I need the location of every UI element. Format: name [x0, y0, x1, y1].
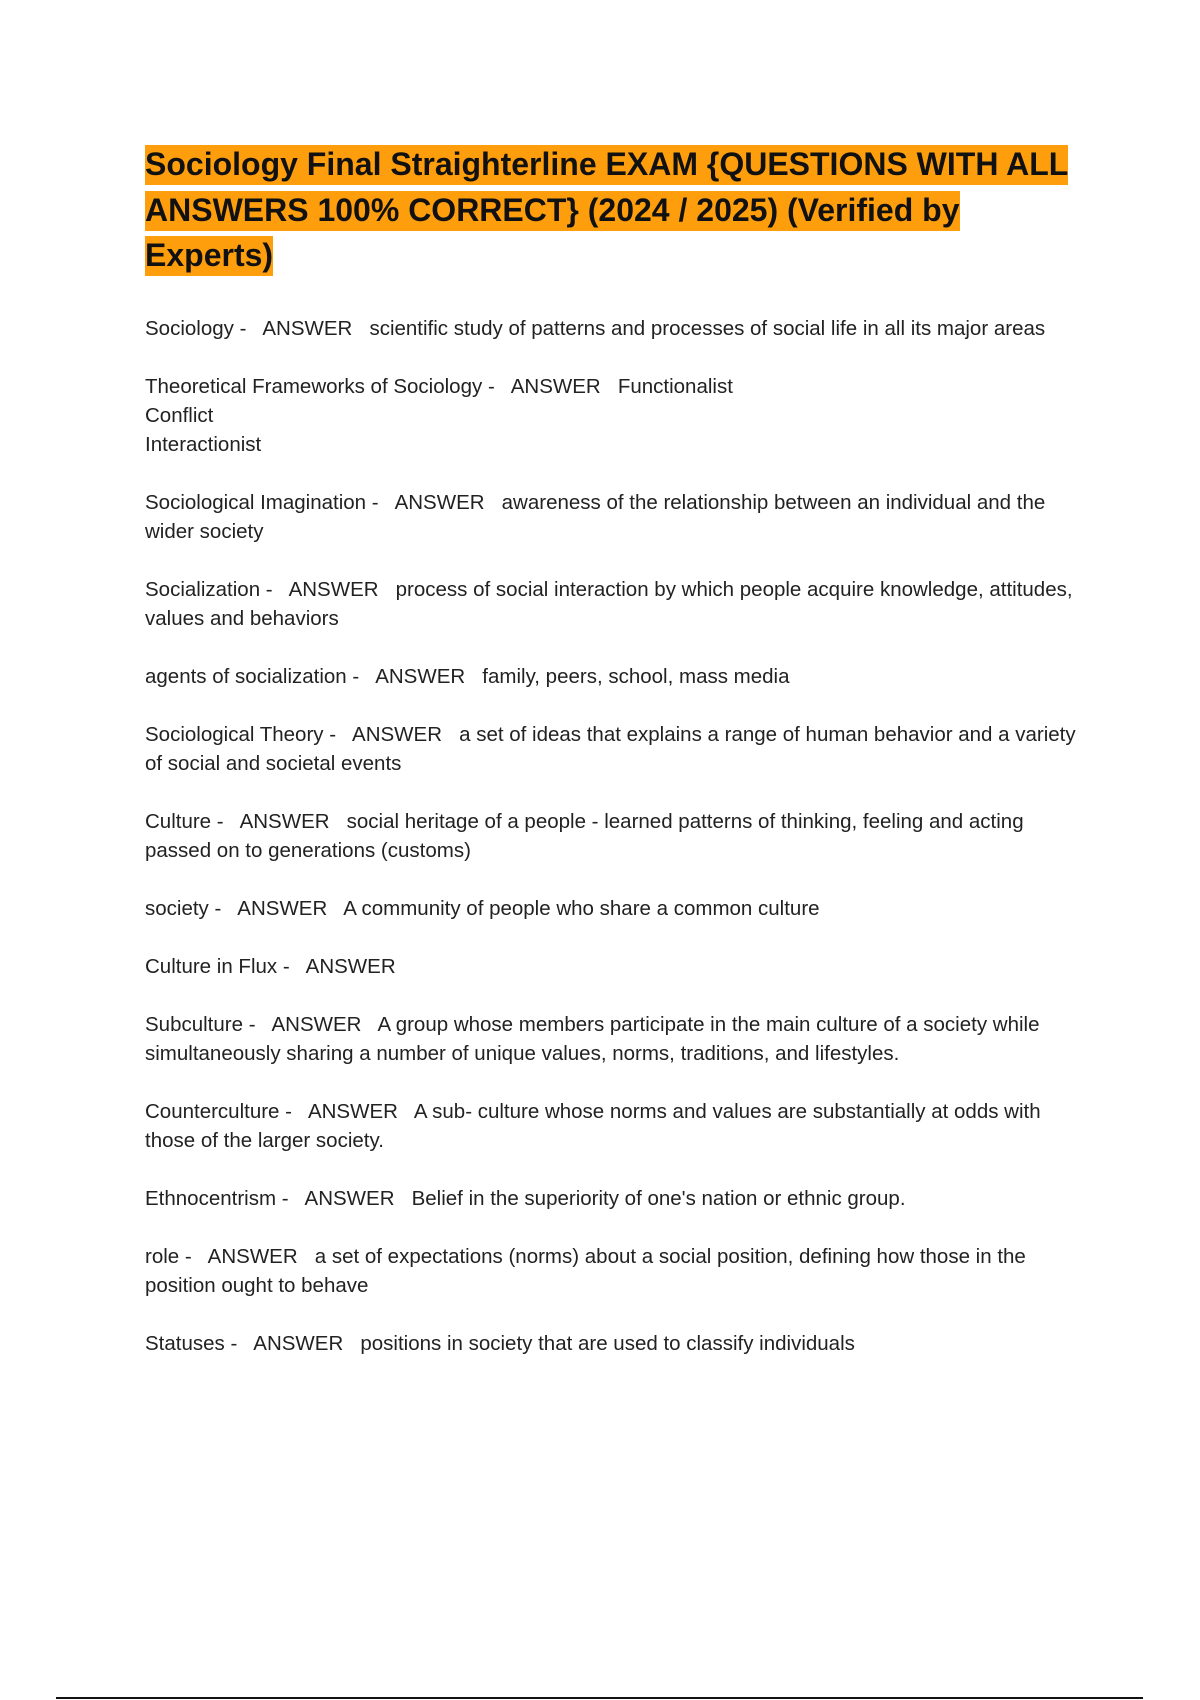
qa-list	[145, 314, 1090, 1387]
entry-term: Culture	[145, 810, 212, 833]
qa-entry: Ethnocentrism - ANSWER Belief in the superiority of one's nation or ethnic group.	[145, 1187, 906, 1210]
entry-term: Sociology	[145, 317, 234, 340]
entry-term: Counterculture	[145, 1100, 280, 1123]
qa-entry: Socialization - ANSWER process of social interaction by which people acquire knowledge, attitudes, values and behaviors	[145, 578, 1073, 630]
entry-term: Subculture	[145, 1013, 244, 1036]
entry-term: Ethnocentrism	[145, 1187, 277, 1210]
answer-label: ANSWER	[239, 810, 330, 833]
answer-label: ANSWER	[304, 1187, 395, 1210]
entry-answer: a set of ideas that explains a range of human behavior and a variety of social and societal events	[145, 723, 1076, 775]
answer-label: ANSWER	[288, 578, 379, 601]
qa-entry: agents of socialization - ANSWER family, peers, school, mass media	[145, 665, 790, 688]
title-highlight: Sociology Final Straighterline EXAM {QUESTIONS WITH ALL ANSWERS 100% CORRECT} (2024 / 2025) (Verified by Experts)	[145, 145, 1068, 276]
qa-entry: Sociology - ANSWER scientific study of patterns and processes of social life in all its major areas	[145, 317, 1046, 340]
qa-entry: Counterculture - ANSWER A sub- culture whose norms and values are substantially at odds with those of the larger society.	[145, 1100, 1041, 1152]
answer-label: ANSWER	[305, 955, 396, 978]
answer-label: ANSWER	[253, 1332, 344, 1355]
answer-label: ANSWER	[394, 491, 485, 514]
entry-term: Socialization	[145, 578, 261, 601]
qa-entry: Subculture - ANSWER A group whose members participate in the main culture of a society while simultaneously sharing a number of unique values, norms, traditions, and lifestyles.	[145, 1013, 1040, 1065]
entry-term: Sociological Imagination	[145, 491, 367, 514]
qa-entry: Statuses - ANSWER positions in society that are used to classify individuals	[145, 1332, 855, 1355]
entry-term: Sociological Theory	[145, 723, 324, 746]
answer-label: ANSWER	[207, 1245, 298, 1268]
qa-entry: role - ANSWER a set of expectations (norms) about a social position, defining how those in the position ought to behave	[145, 1245, 1026, 1297]
entry-term: agents of socialization	[145, 665, 347, 688]
entry-term: role	[145, 1245, 180, 1268]
entry-term: Theoretical Frameworks of Sociology	[145, 375, 483, 398]
entry-answer: Functionalist Conflict Interactionist	[145, 375, 733, 456]
answer-label: ANSWER	[262, 317, 353, 340]
document-title	[145, 142, 1075, 279]
entry-answer: awareness of the relationship between an individual and the wider society	[145, 491, 1046, 543]
entry-answer: Belief in the superiority of one's nation or ethnic group.	[411, 1187, 906, 1210]
entry-answer: A group whose members participate in the main culture of a society while simultaneously sharing a number of unique values, norms, traditions, and lifestyles.	[145, 1013, 1040, 1065]
entry-answer: A sub- culture whose norms and values are substantially at odds with those of the larger society.	[145, 1100, 1041, 1152]
answer-label: ANSWER	[271, 1013, 362, 1036]
entry-answer: family, peers, school, mass media	[482, 665, 790, 688]
answer-label: ANSWER	[510, 375, 601, 398]
entry-term: society	[145, 897, 209, 920]
entry-term: Statuses	[145, 1332, 225, 1355]
qa-entry: Culture in Flux - ANSWER	[145, 955, 396, 978]
answer-label: ANSWER	[375, 665, 466, 688]
entry-answer: A community of people who share a common culture	[343, 897, 820, 920]
entry-answer: social heritage of a people - learned patterns of thinking, feeling and acting passed on to generations (customs)	[145, 810, 1024, 862]
qa-entry: society - ANSWER A community of people who share a common culture	[145, 897, 820, 920]
qa-entry: Theoretical Frameworks of Sociology - ANSWER Functionalist Conflict Interactionist	[145, 375, 733, 456]
answer-label: ANSWER	[307, 1100, 398, 1123]
qa-entry: Culture - ANSWER social heritage of a people - learned patterns of thinking, feeling and acting passed on to generations (customs)	[145, 810, 1024, 862]
entry-answer: scientific study of patterns and processes of social life in all its major areas	[369, 317, 1046, 340]
entry-term: Culture in Flux	[145, 955, 278, 978]
qa-entry: Sociological Imagination - ANSWER awareness of the relationship between an individual and the wider society	[145, 491, 1046, 543]
answer-label: ANSWER	[237, 897, 328, 920]
qa-entry: Sociological Theory - ANSWER a set of ideas that explains a range of human behavior and a variety of social and societal events	[145, 723, 1076, 775]
entry-answer: a set of expectations (norms) about a social position, defining how those in the position ought to behave	[145, 1245, 1026, 1297]
entry-answer: positions in society that are used to classify individuals	[360, 1332, 855, 1355]
answer-label: ANSWER	[352, 723, 442, 746]
footer-divider	[56, 1697, 1143, 1699]
entry-answer: process of social interaction by which people acquire knowledge, attitudes, values and behaviors	[145, 578, 1073, 630]
